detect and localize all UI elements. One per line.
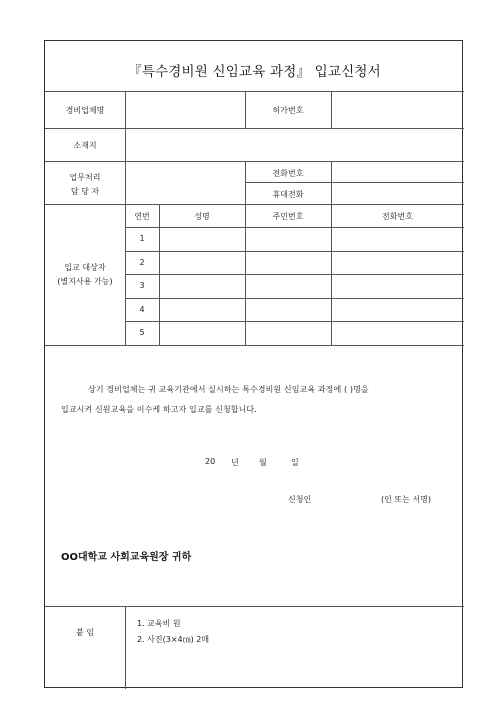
date-year: 20 (205, 457, 216, 466)
divider (245, 204, 246, 345)
handler-label-1: 업무처리 (69, 173, 101, 182)
divider (45, 606, 464, 607)
divider (125, 298, 464, 299)
divider (45, 204, 464, 205)
col-header-no: 연번 (134, 212, 150, 221)
attachment-label: 붙 임 (76, 628, 94, 637)
attachment-item: 1. 교육비 원 (137, 619, 181, 628)
phone-label: 전화번호 (272, 169, 304, 178)
divider (45, 91, 464, 92)
divider (125, 227, 464, 228)
mobile-label: 휴대전화 (272, 190, 304, 199)
location-label: 소재지 (73, 141, 97, 150)
divider (331, 161, 332, 204)
recipient: OO대학교 사회교육원장 귀하 (61, 552, 192, 563)
row-number: 5 (139, 328, 145, 337)
date-month-unit: 월 (259, 458, 267, 467)
row-number: 4 (139, 305, 145, 314)
col-header-id: 주민번호 (272, 212, 304, 221)
row-number: 1 (139, 234, 145, 243)
statement-line-2: 입교시켜 신원교육을 이수케 하고자 입교를 신청합니다. (61, 405, 257, 414)
divider (331, 91, 332, 128)
divider (125, 251, 464, 252)
divider (45, 128, 464, 129)
permit-label: 허가번호 (272, 106, 304, 115)
trainees-label-2: (별지사용 가능) (57, 277, 113, 286)
statement-line-1: 상기 경비업체는 귀 교육기관에서 실시하는 특수경비원 신임교육 과정에 ( )명을 (88, 385, 369, 394)
divider (331, 204, 332, 345)
company-label: 경비업체명 (65, 106, 105, 115)
date-year-unit: 년 (231, 458, 239, 467)
col-header-name: 성명 (194, 212, 210, 221)
divider (45, 345, 464, 346)
handler-label-2: 담 당 자 (70, 187, 100, 196)
divider (245, 182, 464, 183)
col-header-phone: 전화번호 (382, 212, 413, 221)
divider (125, 274, 464, 275)
divider (159, 204, 160, 345)
trainees-label-1: 입교 대상자 (64, 263, 106, 272)
divider (125, 321, 464, 322)
divider (45, 161, 464, 162)
date-day-unit: 일 (291, 458, 299, 467)
applicant-label: 신청인 (288, 495, 312, 504)
seal-or-signature: (인 또는 서명) (381, 495, 431, 504)
divider (125, 606, 126, 689)
row-number: 3 (139, 281, 145, 290)
row-number: 2 (139, 258, 145, 267)
attachment-item: 2. 사진(3×4㎝) 2매 (137, 635, 210, 644)
form-title: 『특수경비원 신임교육 과정』 입교신청서 (128, 64, 381, 80)
application-form (44, 40, 463, 688)
